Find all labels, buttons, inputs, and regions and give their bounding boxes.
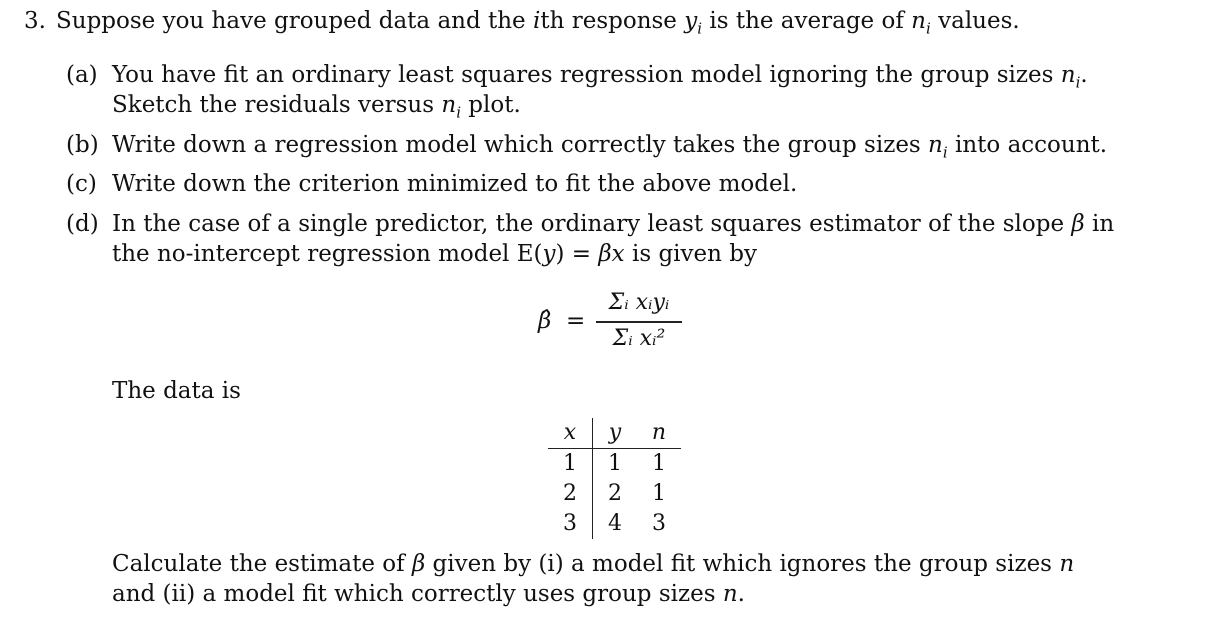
table-cell: 1 xyxy=(652,451,666,476)
part-b-text: Write down a regression model which correctly takes the group sizes $n_i$ into account. xyxy=(112,132,1108,162)
table-row xyxy=(548,509,681,539)
table-cell: 3 xyxy=(652,511,666,536)
part-a-text: You have fit an ordinary least squares regression model ignoring the group sizes $n_i$. Sketch the residuals versus $n_i$ plot. xyxy=(112,62,1088,122)
table-row xyxy=(548,479,681,509)
question-intro: Suppose you have grouped data and the ith response $y_i$ is the average of $n_i$ values. xyxy=(56,8,1020,38)
table-header-x: x xyxy=(548,418,593,449)
table-cell: 1 xyxy=(608,451,622,476)
part-d-text: In the case of a single predictor, the ordinary least squares estimator of the slope β in the no-intercept regression model E(y) = βx is given by xyxy=(112,211,1115,267)
part-c-label: (c) xyxy=(66,171,97,197)
formula-lhs: β̂ xyxy=(538,308,552,334)
table-row xyxy=(548,449,681,480)
formula-denominator: Σᵢ xᵢ² xyxy=(612,326,666,351)
closing-question: Calculate the estimate of β given by (i) a model fit which ignores the group sizes n and (ii) a model fit which correctly uses group sizes n. xyxy=(112,551,1075,607)
table-cell: 4 xyxy=(608,511,622,536)
fraction-bar xyxy=(596,321,682,323)
part-b-label: (b) xyxy=(66,132,99,158)
part-d-label: (d) xyxy=(66,211,99,237)
data-table xyxy=(548,418,681,539)
table-header-y: y xyxy=(593,418,638,449)
table-header-row xyxy=(548,418,681,449)
table-header-n: n xyxy=(637,418,681,449)
table-cell: 2 xyxy=(548,479,593,509)
formula-numerator: Σᵢ xᵢyᵢ xyxy=(608,290,670,315)
data-intro: The data is xyxy=(112,378,241,404)
table-cell: 2 xyxy=(608,481,622,506)
formula-equals: = xyxy=(566,308,586,334)
table-cell: 3 xyxy=(548,509,593,539)
question-number: 3. xyxy=(24,8,46,34)
beta-hat-formula xyxy=(538,288,698,358)
table-cell: 1 xyxy=(652,481,666,506)
table-cell: 1 xyxy=(548,449,593,480)
part-c-text: Write down the criterion minimized to fit the above model. xyxy=(112,171,798,197)
part-a-label: (a) xyxy=(66,62,98,88)
